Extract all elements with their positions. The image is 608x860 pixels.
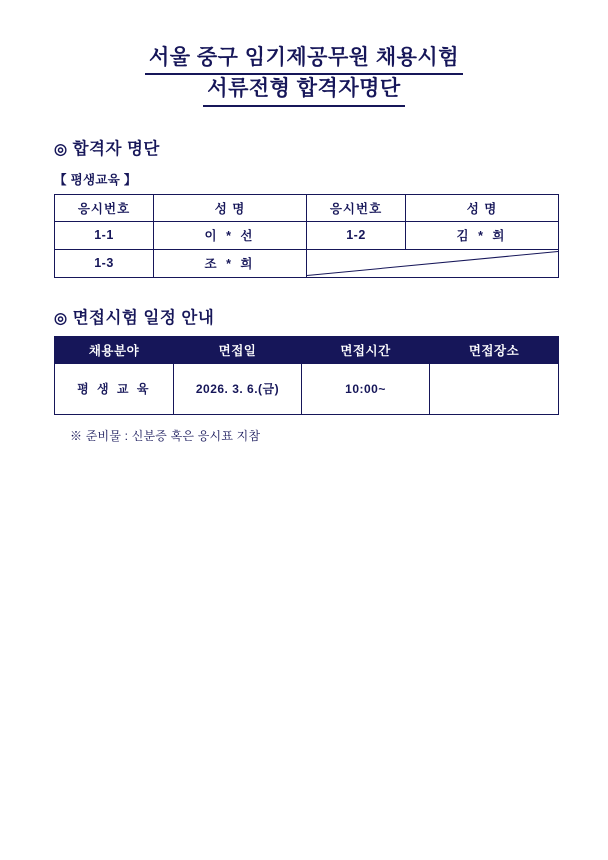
col-header-exam-no-2: 응시번호 (307, 194, 406, 221)
section-interview-heading-text: 면접시험 일정 안내 (72, 308, 215, 327)
table-row (55, 249, 559, 277)
table-row (55, 363, 559, 414)
preparation-note: ※ 준비물 : 신분증 혹은 응시표 지참 (70, 428, 261, 443)
table-header-row (55, 336, 559, 363)
col-header-exam-no-1: 응시번호 (55, 194, 154, 221)
col-header-name-2: 성 명 (406, 194, 559, 221)
table-header-row (55, 194, 559, 221)
section-pass-heading-text: 합격자 명단 (72, 139, 160, 158)
section-pass-list (54, 135, 554, 278)
col-header-field: 채용분야 (55, 336, 174, 363)
section-interview-schedule (54, 304, 554, 444)
document-title (0, 44, 608, 107)
cell-name: 이 * 선 (154, 221, 307, 249)
diagonal-strike-icon (307, 251, 558, 276)
interview-schedule-table (54, 336, 559, 415)
cell-field: 평 생 교 육 (55, 363, 174, 414)
cell-name: 조 * 희 (154, 249, 307, 277)
title-line-1: 서울 중구 임기제공무원 채용시험 (145, 44, 463, 75)
cell-empty-diagonal (307, 249, 559, 277)
sub-label-field: 【 평생교육 】 (54, 172, 137, 187)
section-pass-heading (54, 135, 554, 159)
cell-place (430, 363, 559, 414)
pass-list-table (54, 194, 559, 278)
table-row (55, 221, 559, 249)
cell-name: 김 * 희 (406, 221, 559, 249)
cell-exam-no: 1-3 (55, 249, 154, 277)
cell-exam-no: 1-2 (307, 221, 406, 249)
col-header-place: 면접장소 (430, 336, 559, 363)
col-header-name-1: 성 명 (154, 194, 307, 221)
col-header-time: 면접시간 (302, 336, 430, 363)
section-interview-heading (54, 304, 554, 328)
title-line-2: 서류전형 합격자명단 (203, 75, 404, 106)
cell-exam-no: 1-1 (55, 221, 154, 249)
bullet-icon: ◎ (54, 140, 68, 158)
col-header-date: 면접일 (174, 336, 302, 363)
cell-time: 10:00~ (302, 363, 430, 414)
bullet-icon: ◎ (54, 309, 68, 327)
cell-date: 2026. 3. 6.(금) (174, 363, 302, 414)
